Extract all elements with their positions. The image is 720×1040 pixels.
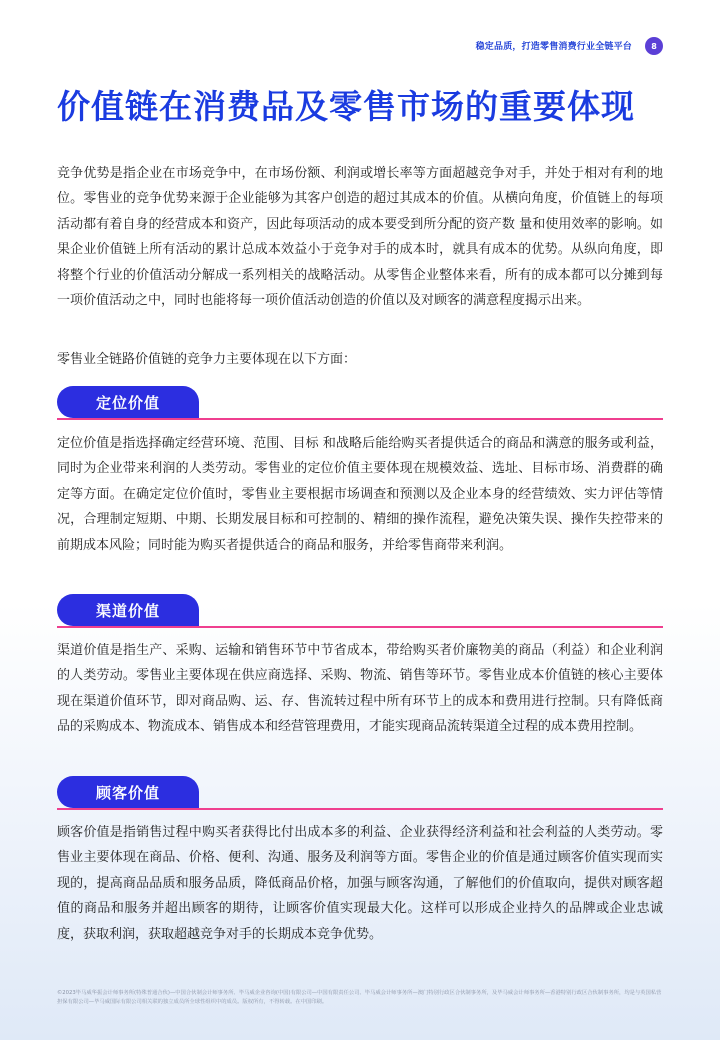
page-number-badge: 8 [645, 37, 663, 55]
page-title: 价值链在消费品及零售市场的重要体现 [57, 87, 635, 126]
section-header-customer [57, 776, 663, 812]
section-heading: 定位价值 [57, 386, 199, 418]
section-body-positioning: 定位价值是指选择确定经营环境、范围、目标 和战略后能给购买者提供适合的商品和满意的服务或利益，同时为企业带来利润的人类劳动。零售业的定位价值主要体现在规模效益、选址、目标市场、消费群的确定等方面。在确定定位价值时，零售业主要根据市场调查和预测以及企业本身的经营绩效、实力评估等情况，合理制定短期、中期、长期发展目标和可控制的、精细的操作流程，避免决策失误、操作失控带来的前期成本风险；同时能为购买者提供适合的商品和服务，并给零售商带来利润。 [57, 436, 663, 553]
footer-copyright: ©2023毕马威华振会计师事务所(特殊普通合伙)—中国合伙制会计师事务所、毕马威企业咨询(中国)有限公司—中国有限责任公司、毕马威会计师事务所—澳门特别行政区合伙制事务所，及毕马威会计师事务所—香港特别行政区合伙制事务所，均是与英国私营担保有限公司—毕马威国际有限公司相关联的独立成员所全球性组织中的成员。版权所有，不得转载。在中国印刷。 [57, 990, 662, 1005]
section-heading: 顾客价值 [57, 776, 199, 808]
section-body-customer: 顾客价值是指销售过程中购买者获得比付出成本多的利益、企业获得经济利益和社会利益的人类劳动。零售业主要体现在商品、价格、便利、沟通、服务及利润等方面。零售企业的价值是通过顾客价值实现而实现的，提高商品品质和服务品质，降低商品价格，加强与顾客沟通，了解他们的价值取向，提供对顾客超值的商品和服务并超出顾客的期待，让顾客价值实现最大化。这样可以形成企业持久的品牌或企业忠诚度，获取利润，获取超越竞争对手的长期成本竞争优势。 [57, 825, 663, 942]
section-divider [57, 626, 663, 628]
section-header-positioning [57, 386, 663, 422]
section-divider [57, 808, 663, 810]
intro-lead: 零售业全链路价值链的竞争力主要体现在以下方面： [57, 352, 357, 367]
section-heading: 渠道价值 [57, 594, 199, 626]
header-tagline: 稳定品质，打造零售消费行业全链平台 [475, 42, 632, 52]
intro-paragraph: 竞争优势是指企业在市场竞争中，在市场份额、利润或增长率等方面超越竞争对手，并处于相对有利的地位。零售业的竞争优势来源于企业能够为其客户创造的超过其成本的价值。从横向角度，价值链上的每项活动都有着自身的经营成本和资产，因此每项活动的成本要受到所分配的资产数 量和使用效率的影响。如果企业价值链上所有活动的累计总成本效益小于竞争对手的成本时，就具有成本的优势。从纵向角度，即将整个行业的价值活动分解成一系列相关的战略活动。从零售企业整体来看，所有的成本都可以分摊到每一项价值活动之中，同时也能将每一项价值活动创造的价值以及对顾客的满意程度揭示出来。 [57, 166, 663, 309]
section-header-channel [57, 594, 663, 630]
section-divider [57, 418, 663, 420]
section-body-channel: 渠道价值是指生产、采购、运输和销售环节中节省成本，带给购买者价廉物美的商品（利益）和企业利润的人类劳动。零售业主要体现在供应商选择、采购、物流、销售等环节。零售业成本价值链的核心主要体现在渠道价值环节，即对商品购、运、存、售流转过程中所有环节上的成本和费用进行控制。只有降低商品的采购成本、物流成本、销售成本和经营管理费用，才能实现商品流转渠道全过程的成本费用控制。 [57, 643, 663, 735]
